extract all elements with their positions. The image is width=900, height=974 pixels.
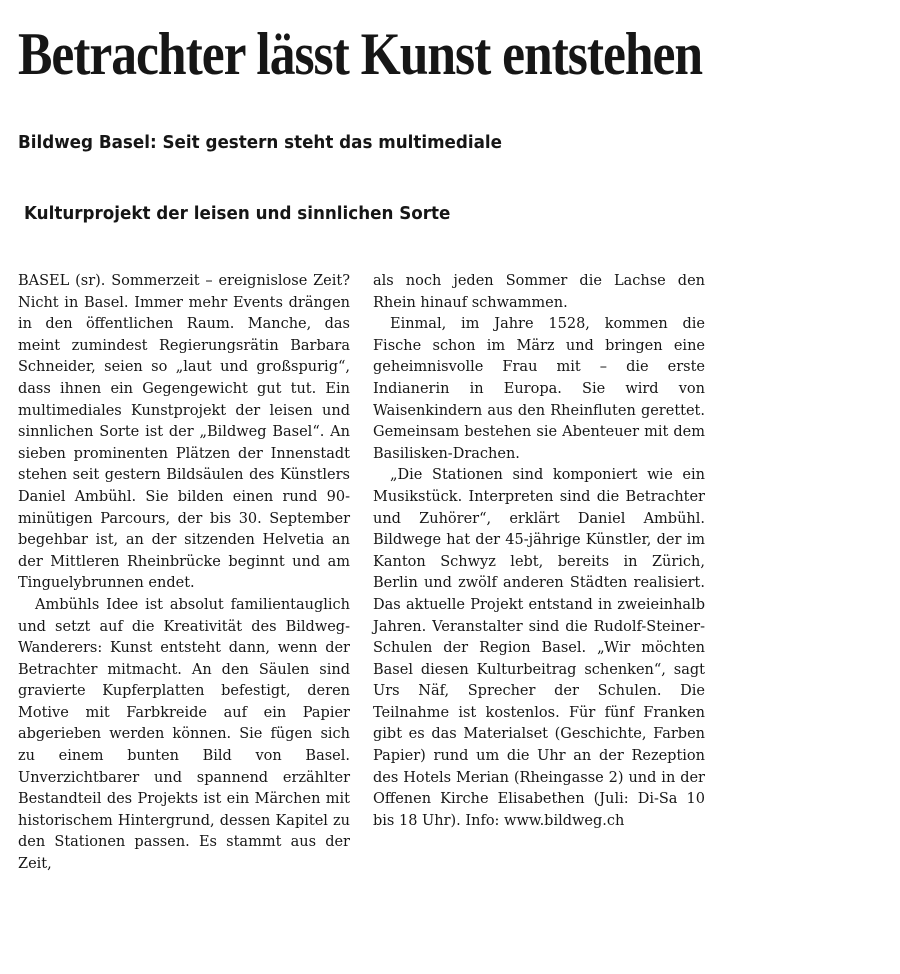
subheadline-line-2: Kulturprojekt der leisen und sinnlichen Sorte <box>24 203 451 224</box>
subheadline-line-1: Bildweg Basel: Seit gestern steht das multimediale <box>18 132 503 153</box>
paragraph: „Die Stationen sind komponiert wie ein Musikstück. Interpreten sind die Betrachter und Zuhörer“, erklärt Daniel Ambühl. Bildwege hat der 45-jährige Künstler, der im Kanton Schwyz lebt, bereits in Zürich, Berlin und zwölf anderen Städten realisiert. Das aktuelle Projekt entstand in zweieinhalb Jahren. Veranstalter sind die Rudolf-Steiner-Schulen der Region Basel. „Wir möchten Basel diesen Kulturbeitrag schenken“, sagt Urs Näf, Sprecher der Schulen. Die Teilnahme ist kostenlos. Für fünf Franken gibt es das Materialset (Geschichte, Farben Papier) rund um die Uhr an der Rezeption des Hotels Merian (Rheingasse 2) und in der Offenen Kirche Elisabethen (Juli: Di-Sa 10 bis 18 Uhr). Info: www.bildweg.ch <box>373 467 705 829</box>
paragraph: BASEL (sr). Sommerzeit – ereignislose Zeit? Nicht in Basel. Immer mehr Events drängen in den öffentlichen Raum. Manche, das meint zumindest Regierungsrätin Barbara Schneider, seien so „laut und großspurig“, dass ihnen ein Gegengewicht gut tut. Ein multimediales Kunstprojekt der leisen und sinnlichen Sorte ist der „Bildweg Basel“. An sieben prominenten Plätzen der Innenstadt stehen seit gestern Bildsäulen des Künstlers Daniel Ambühl. Sie bilden einen rund 90-minütigen Parcours, der bis 30. September begehbar ist, an der sitzenden Helvetia an der Mittleren Rheinbrücke beginnt und am Tinguelybrunnen endet. <box>18 273 350 592</box>
headline: Betrachter lässt Kunst entstehen <box>18 21 703 87</box>
paragraph: Einmal, im Jahre 1528, kommen die Fische schon im März und bringen eine geheimnisvolle Frau mit – die erste Indianerin in Europa. Sie wird von Waisenkindern aus den Rheinfluten gerettet. Gemeinsam bestehen sie Abenteuer mit dem Basilisken-Drachen. <box>373 316 705 462</box>
paragraph: Ambühls Idee ist absolut familientauglich und setzt auf die Kreativität des Bildweg-Wanderers: Kunst entsteht dann, wenn der Betrachter mitmacht. An den Säulen sind gravierte Kupferplatten befestigt, deren Motive mit Farbkreide auf ein Papier abgerieben werden können. Sie fügen sich zu einem bunten Bild von Basel. Unverzichtbarer und spannend erzählter Bestandteil des Projekts ist ein Märchen mit historischem Hintergrund, dessen Kapitel zu den Stationen passen. Es stammt aus der Zeit, <box>18 596 350 873</box>
article-column-1 <box>18 271 350 876</box>
paragraph: als noch jeden Sommer die Lachse den Rhein hinauf schwammen. <box>373 273 705 311</box>
article-column-2 <box>373 271 705 832</box>
